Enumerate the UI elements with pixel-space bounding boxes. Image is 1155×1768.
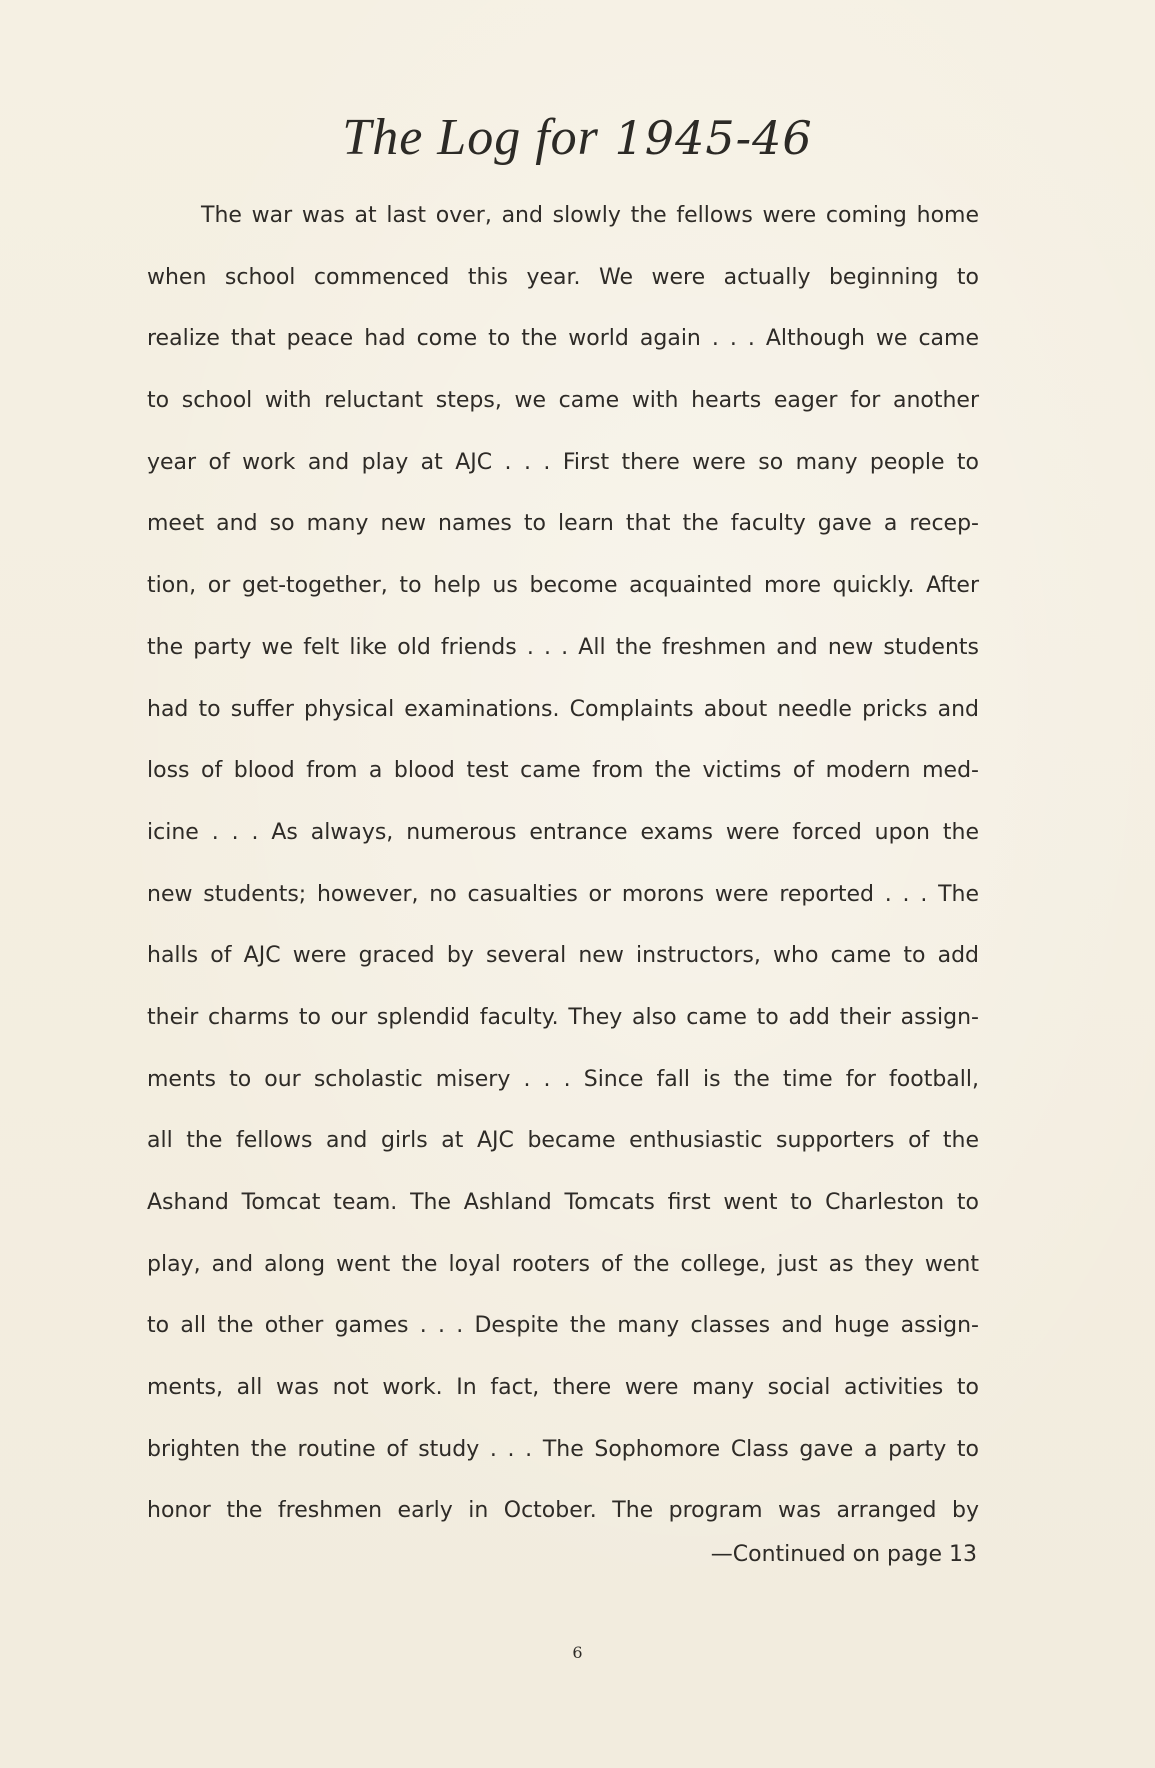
text-line: to school with reluctant steps, we came with hearts eager for another	[147, 388, 979, 414]
text-line: ments, all was not work. In fact, there were many social activities to	[147, 1375, 979, 1401]
text-line: their charms to our splendid faculty. They also came to add their assign-	[147, 1004, 979, 1030]
text-line: to all the other games . . . Despite the many classes and huge assign-	[147, 1313, 979, 1339]
body-paragraph	[147, 185, 979, 1542]
text-line: when school commenced this year. We were actually beginning to	[147, 264, 979, 290]
text-line: tion, or get-together, to help us become acquainted more quickly. After	[147, 573, 979, 599]
text-line: had to suffer physical examinations. Complaints about needle pricks and	[147, 696, 979, 722]
text-line: play, and along went the loyal rooters of the college, just as they went	[147, 1251, 979, 1277]
text-line: icine . . . As always, numerous entrance exams were forced upon the	[147, 819, 979, 845]
text-line: ments to our scholastic misery . . . Since fall is the time for football,	[147, 1066, 979, 1092]
title-script: The Log for	[342, 109, 599, 166]
text-line: honor the freshmen early in October. The program was arranged by	[147, 1498, 979, 1524]
page-number: 6	[572, 1643, 583, 1662]
text-line: The war was at last over, and slowly the fellows were coming home	[201, 203, 979, 228]
continued-note: —Continued on page 13	[710, 1542, 977, 1567]
text-line: the party we felt like old friends . . . All the freshmen and new students	[147, 634, 979, 660]
text-line: meet and so many new names to learn that the faculty gave a recep-	[147, 511, 979, 537]
text-line: year of work and play at AJC . . . First there were so many people to	[147, 449, 979, 475]
text-line: Ashand Tomcat team. The Ashland Tomcats first went to Charleston to	[147, 1190, 979, 1215]
text-line: loss of blood from a blood test came from the victims of modern med-	[147, 758, 979, 784]
text-line: halls of AJC were graced by several new instructors, who came to add	[147, 943, 979, 969]
page-title	[0, 108, 1155, 168]
text-line: brighten the routine of study . . . The Sophomore Class gave a party to	[147, 1436, 979, 1462]
text-line: realize that peace had come to the world again . . . Although we came	[147, 326, 979, 352]
text-line: new students; however, no casualties or morons were reported . . . The	[147, 881, 979, 907]
text-line: all the fellows and girls at AJC became enthusiastic supporters of the	[147, 1128, 979, 1154]
title-year: 1945-46	[614, 111, 813, 165]
